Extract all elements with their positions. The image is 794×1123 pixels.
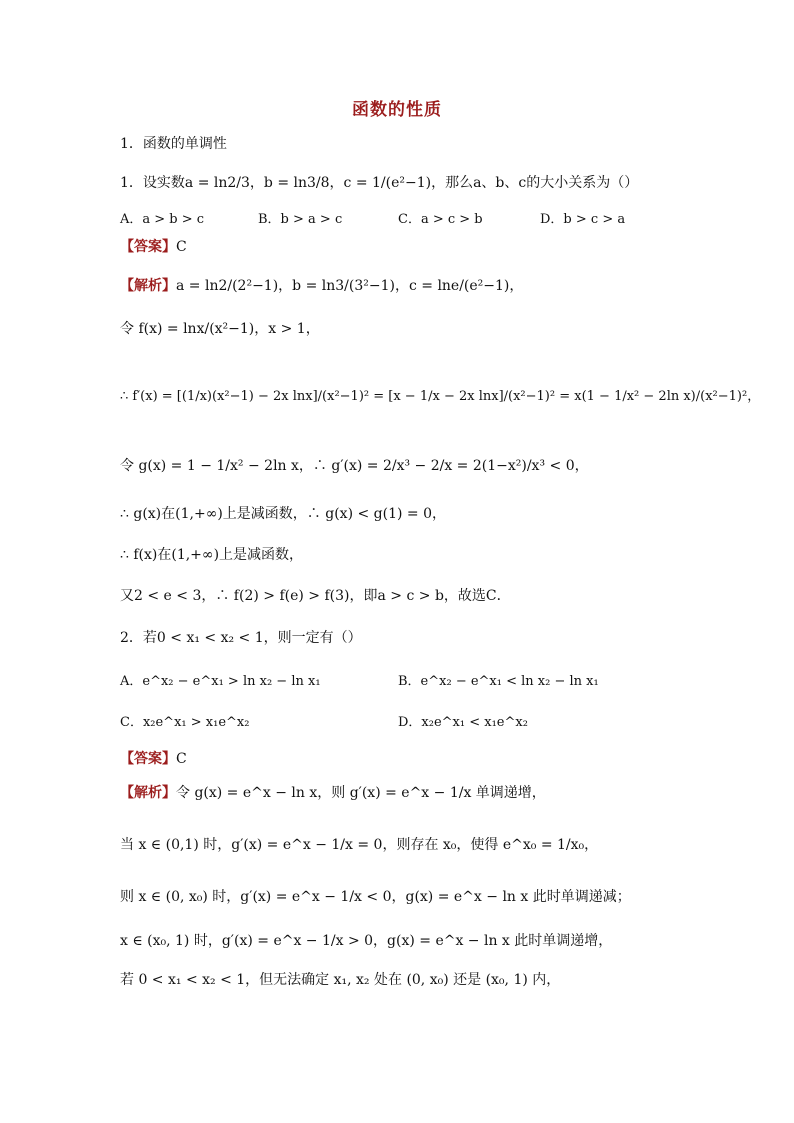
q1-analysis-line-3: ∴ f′(x) = [(1/x)(x²−1) − 2x lnx]/(x²−1)² = [x − 1/x − 2x lnx]/(x²−1)² = x(1 − 1/x² − 2ln x)/(x²−1)²， [120, 389, 761, 404]
q1-answer-tag: 【答案】 [120, 239, 176, 255]
q2-answer-value: C [176, 751, 187, 767]
q2-analysis-line-2: 当 x ∈ (0,1) 时，g′(x) = e^x − 1/x = 0，则存在 x₀，使得 e^x₀ = 1/x₀， [120, 837, 599, 853]
q1-answer-value: C [176, 239, 187, 255]
q1-option-c: C．a > c > b [398, 212, 483, 227]
q1-analysis-line-5: ∴ g(x)在(1,+∞)上是减函数，∴ g(x) < g(1) = 0， [120, 506, 447, 522]
q2-answer-tag: 【答案】 [120, 751, 176, 767]
q2-analysis-line-1 [120, 782, 546, 802]
q1-option-b: B．b > a > c [258, 212, 343, 227]
q1-analysis-line-2: 令 f(x) = lnx/(x²−1)，x > 1， [120, 321, 320, 337]
q2-option-b: B．e^x₂ − e^x₁ < ln x₂ − ln x₁ [398, 674, 599, 689]
q2-analysis-line-3: 则 x ∈ (0, x₀) 时，g′(x) = e^x − 1/x < 0，g(x) = e^x − ln x 此时单调递减； [120, 889, 631, 905]
q1-analysis-text-1: a = ln2/(2²−1)，b = ln3/(3²−1)，c = lne/(e²−1)， [176, 278, 524, 294]
q1-analysis-line-6: ∴ f(x)在(1,+∞)上是减函数， [120, 547, 304, 563]
q2-answer [120, 748, 187, 768]
q2-analysis-tag: 【解析】 [120, 785, 176, 801]
q2-stem: 2．若0 < x₁ < x₂ < 1，则一定有（） [120, 630, 362, 646]
q1-option-a: A．a > b > c [120, 212, 205, 227]
q1-answer [120, 236, 187, 256]
section-heading: 1．函数的单调性 [120, 136, 227, 152]
q1-analysis-tag: 【解析】 [120, 278, 176, 294]
q1-stem: 1．设实数a = ln2/3，b = ln3/8，c = 1/(e²−1)，那么a、b、c的大小关系为（） [120, 175, 639, 191]
q1-analysis-line-7: 又2 < e < 3，∴ f(2) > f(e) > f(3)，即a > c > b，故选C． [120, 588, 511, 604]
q1-option-d: D．b > c > a [540, 212, 626, 227]
q1-analysis-line-4: 令 g(x) = 1 − 1/x² − 2ln x，∴ g′(x) = 2/x³ − 2/x = 2(1−x²)/x³ < 0， [120, 458, 589, 474]
q2-analysis-line-5: 若 0 < x₁ < x₂ < 1，但无法确定 x₁, x₂ 处在 (0, x₀) 还是 (x₀, 1) 内， [120, 972, 561, 988]
q2-option-d: D．x₂e^x₁ < x₁e^x₂ [398, 715, 528, 730]
q1-analysis-line-1 [120, 275, 523, 295]
q2-option-a: A．e^x₂ − e^x₁ > ln x₂ − ln x₁ [120, 674, 321, 689]
q2-option-c: C．x₂e^x₁ > x₁e^x₂ [120, 715, 250, 730]
q2-analysis-text-1: 令 g(x) = e^x − ln x，则 g′(x) = e^x − 1/x 单调递增， [176, 785, 546, 801]
page-title: 函数的性质 [352, 100, 442, 120]
q2-analysis-line-4: x ∈ (x₀, 1) 时，g′(x) = e^x − 1/x > 0，g(x) = e^x − ln x 此时单调递增， [120, 933, 613, 949]
